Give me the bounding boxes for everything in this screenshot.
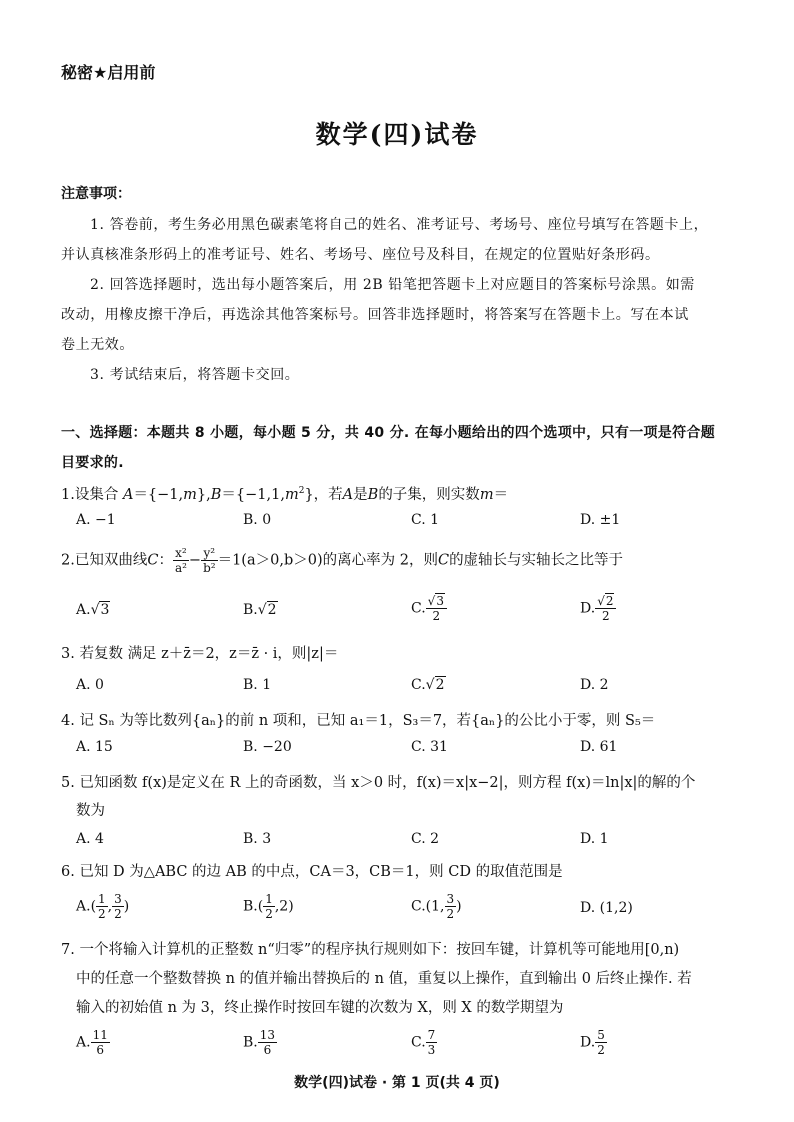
question-4: 4. 记 Sₙ 为等比数列{aₙ}的前 n 项和，已知 a₁＝1，S₃＝7，若{aₙ}的公比小于零，则 S₅＝ (61, 713, 656, 729)
q7-option-a: A. $\frac{11}{6}$ (76, 1028, 108, 1057)
note-1-line-2: 并认真核准条形码上的准考证号、姓名、考场号、座位号及科目，在规定的位置贴好条形码。 (61, 247, 660, 263)
q3-option-a: A. 0 (76, 677, 104, 693)
question-7-cont-1: 中的任意一个整数替换 n 的值并输出替换后的 n 值，重复以上操作，直到输出 0 后终止操作. 若 (76, 971, 692, 987)
note-2-line-3: 卷上无效。 (61, 337, 134, 353)
q3-option-b: B. 1 (243, 677, 272, 693)
q6-option-c: C.(1, $\frac{3}{2}$ ) (411, 892, 462, 921)
q4-option-b: B. −20 (243, 739, 292, 755)
page-footer: 数学(四)试卷 · 第 1 页(共 4 页) (294, 1075, 500, 1091)
q1-option-c: C. 1 (411, 512, 440, 528)
q4-option-d: D. 61 (580, 739, 618, 755)
q4-option-c: C. 31 (411, 739, 448, 755)
q1-option-d: D. ±1 (580, 512, 621, 528)
q1-option-a: A. −1 (76, 512, 116, 528)
note-3: 3. 考试结束后，将答题卡交回。 (90, 367, 300, 383)
q5-option-a: A. 4 (76, 831, 104, 847)
q6-option-d: D. (1,2) (580, 900, 633, 916)
q1-option-b: B. 0 (243, 512, 272, 528)
question-3: 3. 若复数 满足 z＋z̄＝2，z＝z̄ · i，则|z|＝ (61, 646, 339, 662)
page-title: 数学(四)试卷 (315, 120, 479, 149)
q5-option-d: D. 1 (580, 831, 609, 847)
question-2: 2.已知双曲线C： $\frac{\text{x²}}{\text{a²}}$ − $\frac{\text{y²}}{\text{b²}}$ ＝1(a＞0,b＞0)的离心率为 2，则C的虚轴长与实轴长之比等于 (61, 546, 624, 575)
question-6: 6. 已知 D 为△ABC 的边 AB 的中点，CA＝3，CB＝1，则 CD 的取值范围是 (61, 864, 563, 880)
notes-heading: 注意事项： (61, 186, 131, 202)
q5-option-c: C. 2 (411, 831, 440, 847)
question-7: 7. 一个将输入计算机的正整数 n“归零”的程序执行规则如下：按回车键，计算机等可能地用[0,n) (61, 942, 680, 958)
note-2-line-2: 改动，用橡皮擦干净后，再选涂其他答案标号。回答非选择题时，将答案写在答题卡上。写在本试 (61, 307, 689, 323)
q4-option-a: A. 15 (76, 739, 113, 755)
section-1-heading-cont: 目要求的. (61, 455, 124, 471)
q2-option-d: D. $\frac{√2}{2}$ (580, 594, 616, 623)
q5-option-b: B. 3 (243, 831, 272, 847)
question-7-cont-2: 输入的初始值 n 为 3，终止操作时按回车键的次数为 X，则 X 的数学期望为 (76, 1000, 564, 1016)
q7-option-b: B. $\frac{13}{6}$ (243, 1028, 276, 1057)
note-2-line-1: 2. 回答选择题时，选出每小题答案后，用 2B 铅笔把答题卡上对应题目的答案标号涂黑。如需 (90, 277, 695, 293)
q2-option-a: A.√3 (76, 602, 110, 618)
q3-option-c: C.√2 (411, 677, 445, 693)
q2-option-c: C. $\frac{√3}{2}$ (411, 594, 447, 623)
q3-option-d: D. 2 (580, 677, 609, 693)
question-1: 1.设集合 $A=\{-1,m\},B=\{-1,1,m^2\}$，若A是B的子集，则实数m＝ (61, 486, 509, 503)
section-1-heading: 一、选择题：本题共 8 小题，每小题 5 分，共 40 分. 在每小题给出的四个选项中，只有一项是符合题 (61, 425, 715, 441)
q2-option-b: B.√2 (243, 602, 277, 618)
q6-option-b: B.( $\frac{1}{2}$ ,2) (243, 892, 294, 921)
confidential-label: 秘密★启用前 (61, 63, 156, 82)
question-5: 5. 已知函数 f(x)是定义在 R 上的奇函数，当 x＞0 时，f(x)＝x|x−2|，则方程 f(x)＝ln|x|的解的个 (61, 775, 696, 791)
q7-option-c: C. $\frac{7}{3}$ (411, 1028, 436, 1057)
q6-option-a: A.( $\frac{1}{2}$ , $\frac{3}{2}$ ) (76, 892, 130, 921)
note-1-line-1: 1. 答卷前，考生务必用黑色碳素笔将自己的姓名、准考证号、考场号、座位号填写在答题卡上， (90, 217, 709, 233)
q7-option-d: D. $\frac{5}{2}$ (580, 1028, 605, 1057)
question-5-cont: 数为 (76, 803, 105, 819)
